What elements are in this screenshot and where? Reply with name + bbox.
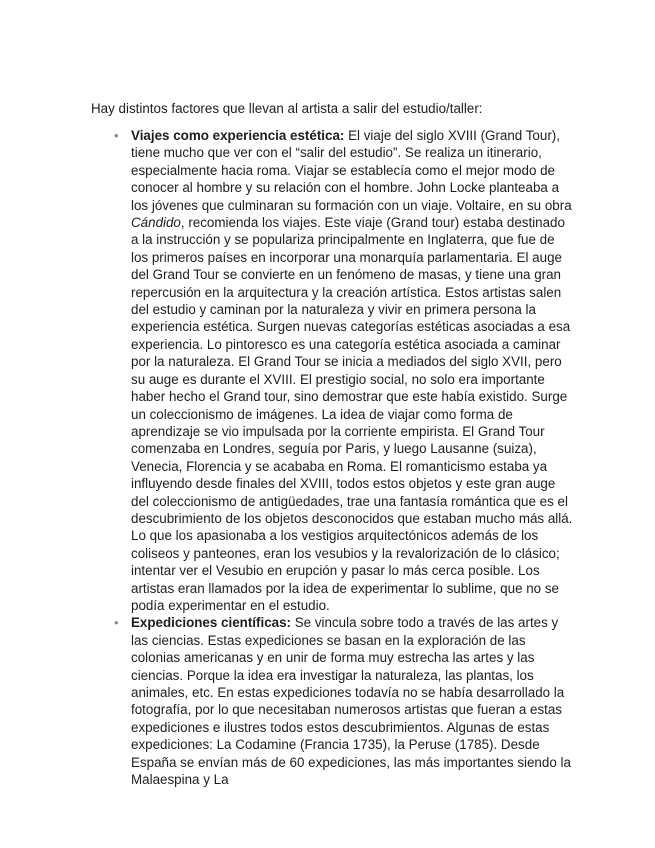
italic-book-title: Cándido <box>131 215 181 231</box>
item-title: Viajes como experiencia estética: <box>131 128 345 143</box>
bullet-list <box>114 127 573 788</box>
bullet-icon: • <box>114 615 119 631</box>
list-item-viajes <box>114 127 575 614</box>
item-text-part-1: El viaje del siglo XVIII (Grand Tour), tiene mucho que ver con el “salir del estudio”. Se realiza un itinerario, especialmente hacia roma. Viajar se establecía como el mejor modo de conocer al hombre y su relación con el hombre. John Locke planteaba a los jóvenes que culminaran su formación con un viaje. Voltaire, en su obra <box>131 128 572 213</box>
item-text-part-2: , recomienda los viajes. Este viaje (Grand tour) estaba destinado a la instrucción y se populariza principalmente en Inglaterra, que fue de los primeros países en incorporar una monarquía parlamentaria. El auge del Grand Tour se convierte en un fenómeno de masas, y tiene una gran repercusión en la arquitectura y la creación artística. Estos artistas salen del estudio y caminan por la naturaleza y vivir en primera persona la experiencia estética. Surgen nuevas categorías estéticas asociadas a esa experiencia. Lo pintoresco es una categoría estética asociada a caminar por la naturaleza. El Grand Tour se inicia a mediados del siglo XVII, pero su auge es durante el XVIII. El prestigio social, no solo era importante haber hecho el Grand tour, sino demostrar que este había existido. Surge un coleccionismo de imágenes. La idea de viajar como forma de aprendizaje se vio impulsada por la corriente empirista. El Grand Tour comenzaba en Londres, seguía por Paris, y luego Lausanne (suiza), Venecia, Florencia y se acababa en Roma. El romanticismo estaba ya influyendo desde finales del XVIII, todos estos objetos y este gran auge del coleccionismo de antigüedades, trae una fantasía romántica que es el descubrimiento de los objetos desconocidos que estaban mucho más allá. Lo que los apasionaba a los vestigios arquitectónicos además de los coliseos y panteones, eran los vesubios y la revalorización de lo clásico; intentar ver el Vesubio en erupción y pasar lo más cerca posible. Los artistas eran llamados por la idea de experimentar lo sublime, que no se podía experimentar en el estudio. <box>131 215 573 613</box>
list-item-expediciones <box>114 614 571 788</box>
intro-paragraph: Hay distintos factores que llevan al artista a salir del estudio/taller: <box>91 101 483 116</box>
item-title: Expediciones científicas: <box>131 615 292 631</box>
item-text: Se vincula sobre todo a través de las artes y las ciencias. Estas expediciones se basan en la exploración de las colonias americanas y en unir de forma muy estrecha las artes y las ciencias. Porque la idea era investigar la naturaleza, las plantas, los animales, etc. En estas expediciones todavía no se había desarrollado la fotografía, por lo que necesitaban numerosos artistas que fueran a estas expediciones e ilustres todos estos descubrimientos. Algunas de estas expediciones: La Codamine (Francia 1735), la Peruse (1785). Desde España se envían más de 60 expediciones, las más importantes siendo la Malaespina y La <box>131 615 571 788</box>
bullet-icon: • <box>114 128 119 143</box>
